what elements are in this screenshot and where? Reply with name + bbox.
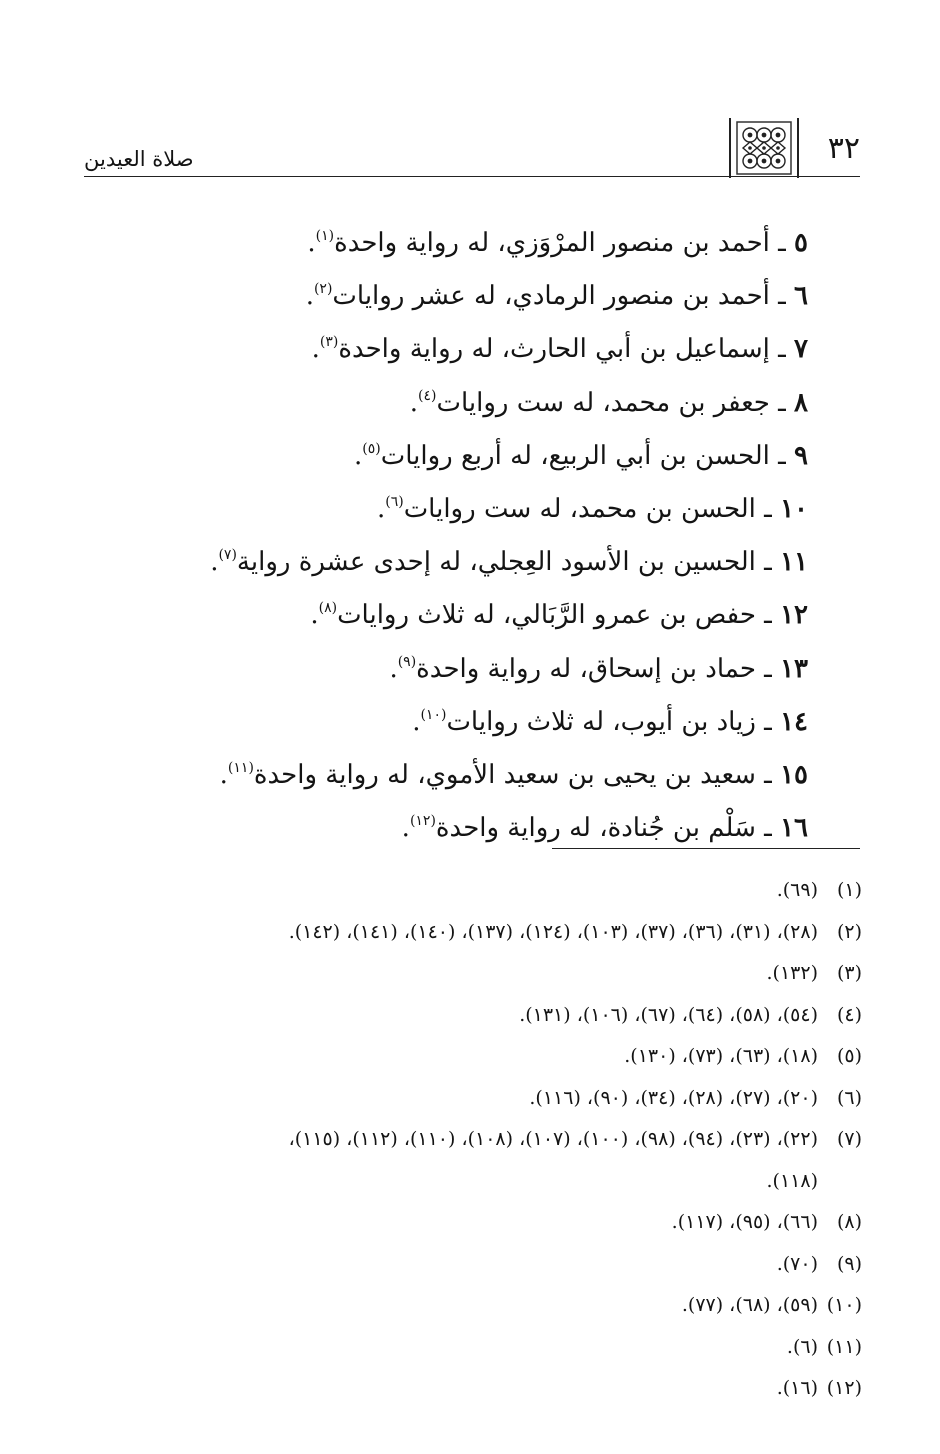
entry-text: سعيد بن يحيى بن سعيد الأموي، له رواية واحدة	[253, 759, 756, 790]
entry-text: حماد بن إسحاق، له رواية واحدة	[416, 653, 756, 684]
running-header	[84, 118, 860, 178]
entry-number: ١٠	[780, 493, 808, 524]
footnote-label: (٨)	[836, 1211, 862, 1233]
entry-text: أحمد بن منصور المرْوَزي، له رواية واحدة	[334, 228, 770, 258]
entry-number: ٩	[794, 440, 808, 471]
footnote	[80, 1119, 862, 1202]
footnote-ref: (١١)	[227, 759, 254, 776]
list-item: ١٣ ـ حماد بن إسحاق، له رواية واحدة$^{(٩)}$.	[389, 653, 808, 684]
entry-text: الحسن بن محمد، له ست روايات	[403, 493, 756, 524]
footnote-ref: (٨)	[318, 600, 338, 617]
footnote-ref: (١٠)	[420, 706, 447, 723]
list-item: ١٦ ـ سَلْم بن جُنادة، له رواية واحدة$^{(١٢)}$.	[401, 813, 808, 844]
footnote-text: (١٨)، (٦٣)، (٧٣)، (١٣٠).	[624, 1045, 818, 1067]
footnote-label: (١)	[836, 879, 862, 901]
entry-text: سَلْم بن جُنادة، له رواية واحدة	[435, 813, 756, 844]
entry-end: .	[305, 281, 314, 312]
list-item: ١٢ ـ حفص بن عمرو الرَّبَالي، له ثلاث روايات$^{(٨)}$.	[310, 600, 808, 631]
entry-text: أحمد بن منصور الرمادي، له عشر روايات	[332, 281, 770, 312]
footnote-text: (٥٤)، (٥٨)، (٦٤)، (٦٧)، (١٠٦)، (١٣١).	[519, 1003, 818, 1026]
footnote-label: (٩)	[836, 1252, 862, 1275]
footnote-ref: (٤)	[418, 387, 437, 404]
ornament-icon	[728, 118, 800, 178]
footnote-ref: (١٢)	[409, 813, 436, 830]
entry-number: ١٣	[780, 653, 808, 684]
footnote-text: (١٣٢).	[766, 962, 818, 984]
entry-number: ١١	[780, 547, 808, 578]
entry-end: .	[210, 547, 219, 578]
list-item: ٨ ـ جعفر بن محمد، له ست روايات$^{(٤)}$.	[409, 387, 808, 418]
page-number: ٣٢	[827, 131, 860, 166]
footnote-text: (٢٨)، (٣١)، (٣٦)، (٣٧)، (١٠٣)، (١٢٤)، (١٣٧)، (١٤٠)، (١٤١)، (١٤٢).	[288, 920, 818, 943]
footnote-label: (٦)	[836, 1086, 862, 1109]
footnote-text: (٧٠).	[776, 1252, 818, 1275]
footnote-label: (١١)	[826, 1335, 862, 1358]
entry-end: .	[219, 759, 228, 790]
entry-text: زياد بن أيوب، له ثلاث روايات	[446, 706, 756, 737]
entry-text: الحسين بن الأسود العِجلي، له إحدى عشرة رواية	[236, 547, 756, 578]
narrator-list	[100, 214, 808, 852]
footnote-ref: (٧)	[218, 547, 237, 564]
entry-end: .	[412, 706, 421, 737]
entry-end: .	[310, 600, 319, 631]
footnote-text: (٦٦)، (٩٥)، (١١٧).	[671, 1211, 818, 1233]
footnote	[80, 912, 862, 954]
list-item: ١١ ـ الحسين بن الأسود العِجلي، له إحدى عشرة رواية$^{(٧)}$.	[210, 547, 808, 578]
footnote-text: (٦٩).	[776, 879, 818, 901]
footnote	[80, 1036, 862, 1078]
footnote	[80, 995, 862, 1037]
footnote	[80, 1078, 862, 1120]
footnote-separator	[552, 848, 860, 849]
entry-number: ٥	[794, 228, 808, 258]
footnote-label: (٤)	[836, 1003, 862, 1026]
entry-end: .	[409, 387, 418, 418]
entry-end: .	[389, 653, 398, 684]
footnote-text: (٢٢)، (٢٣)، (٩٤)، (٩٨)، (١٠٠)، (١٠٧)، (١٠٨)، (١١٠)، (١١٢)، (١١٥)،	[288, 1128, 818, 1150]
entry-number: ١٥	[780, 759, 808, 790]
book-title: صلاة العيدين	[84, 147, 194, 171]
footnote-ref: (٣)	[319, 334, 339, 351]
entry-number: ٨	[794, 387, 808, 418]
footnote	[80, 870, 862, 912]
footnote	[80, 953, 862, 995]
entry-number: ٧	[794, 334, 808, 365]
entry-text: الحسن بن أبي الربيع، له أربع روايات	[380, 440, 770, 471]
footnote	[80, 1202, 862, 1244]
footnote-ref: (١)	[315, 228, 335, 244]
footnote-label: (١٢)	[826, 1377, 862, 1399]
footnote-ref: (٩)	[397, 653, 417, 670]
entry-end: .	[307, 228, 316, 258]
footnote-text: (٥٩)، (٦٨)، (٧٧).	[681, 1294, 818, 1316]
footnote	[80, 1244, 862, 1286]
entry-number: ١٤	[780, 706, 808, 737]
footnote-text: (٢٠)، (٢٧)، (٢٨)، (٣٤)، (٩٠)، (١١٦).	[529, 1086, 818, 1109]
footnotes	[80, 870, 862, 1410]
footnote	[80, 1327, 862, 1369]
footnote	[80, 1285, 862, 1327]
entry-number: ١٦	[780, 813, 808, 844]
list-item: ١٠ ـ الحسن بن محمد، له ست روايات$^{(٦)}$.	[376, 493, 808, 524]
entry-number: ٦	[794, 281, 808, 312]
footnote-label: (٥)	[836, 1045, 862, 1067]
list-item: ٥ ـ أحمد بن منصور المرْوَزي، له رواية واحدة$^{(١)}$.	[307, 228, 808, 258]
header-rule	[84, 176, 860, 177]
footnote-label: (١٠)	[826, 1294, 862, 1316]
entry-text: حفص بن عمرو الرَّبَالي، له ثلاث روايات	[337, 600, 756, 631]
entry-end: .	[353, 440, 363, 471]
footnote-text: (٦).	[786, 1335, 818, 1358]
footnote-ref: (٥)	[362, 440, 381, 457]
entry-number: ١٢	[780, 600, 808, 631]
footnote-text: (١٦).	[776, 1377, 818, 1399]
list-item: ١٥ ـ سعيد بن يحيى بن سعيد الأموي، له رواية واحدة$^{(١١)}$.	[219, 759, 808, 790]
footnote-continuation: (١١٨).	[766, 1169, 818, 1192]
list-item: ١٤ ـ زياد بن أيوب، له ثلاث روايات$^{(١٠)}$.	[412, 706, 808, 737]
list-item: ٩ ـ الحسن بن أبي الربيع، له أربع روايات$^{(٥)}$.	[353, 440, 808, 471]
footnote	[80, 1368, 862, 1410]
entry-end: .	[401, 813, 410, 844]
footnote-ref: (٢)	[313, 281, 333, 298]
entry-end: .	[311, 334, 320, 365]
footnote-label: (٢)	[836, 920, 862, 943]
list-item: ٧ ـ إسماعيل بن أبي الحارث، له رواية واحدة$^{(٣)}$.	[311, 334, 808, 365]
entry-text: إسماعيل بن أبي الحارث، له رواية واحدة	[338, 334, 770, 365]
footnote-label: (٣)	[836, 962, 862, 984]
entry-text: جعفر بن محمد، له ست روايات	[436, 387, 770, 418]
list-item: ٦ ـ أحمد بن منصور الرمادي، له عشر روايات$^{(٢)}$.	[305, 281, 808, 312]
footnote-label: (٧)	[836, 1128, 862, 1150]
entry-end: .	[376, 493, 386, 524]
footnote-ref: (٦)	[385, 493, 404, 510]
